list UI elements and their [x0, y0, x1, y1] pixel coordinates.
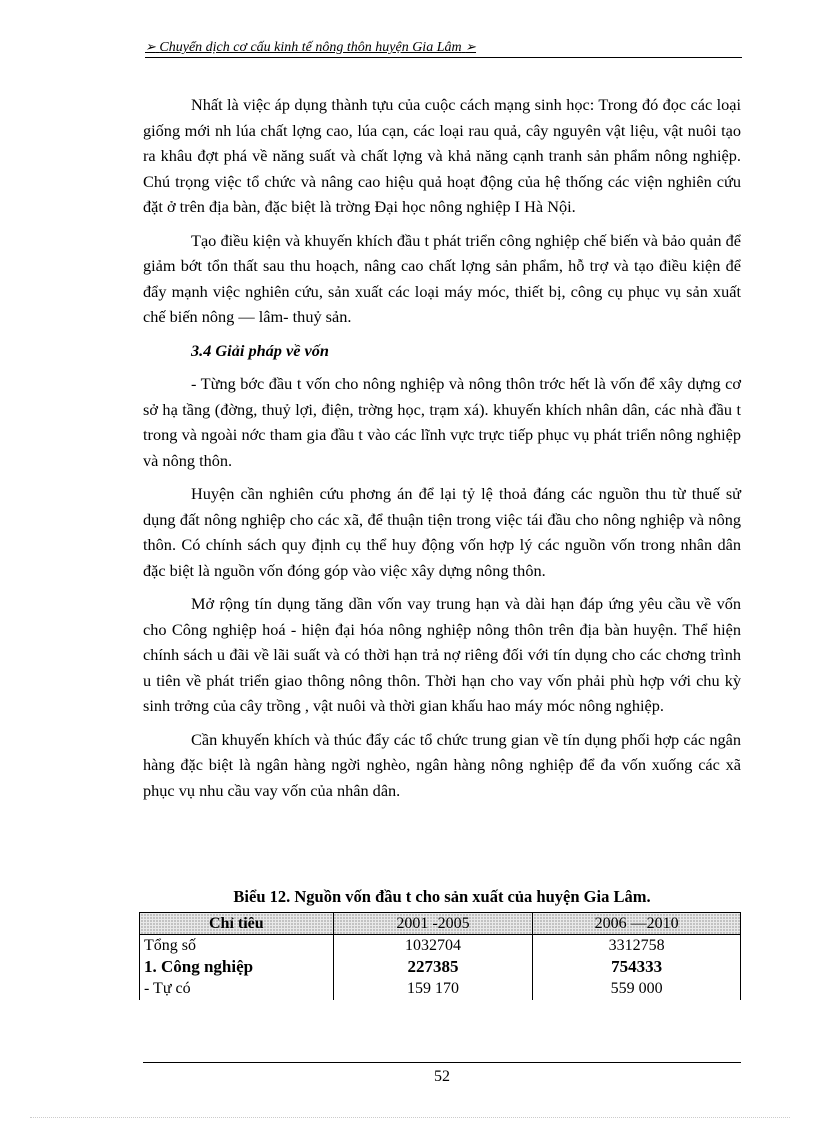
table-cell-value: 754333 — [533, 957, 741, 979]
table-header-cell: Chỉ tiêu — [140, 913, 334, 935]
table-cell-label: - Tự có — [140, 978, 334, 1000]
table-cell-label: Tổng số — [140, 935, 334, 957]
table-header-row — [140, 913, 741, 935]
header-arrow-right-icon: ➢ — [465, 39, 477, 54]
page-number: 52 — [434, 1068, 450, 1085]
paragraph: Tạo điều kiện và khuyến khích đầu t phát triển công nghiệp chế biến và bảo quản để giảm bớt tổn thất sau thu hoạch, nâng cao chất lợng sản phẩm, hỗ trợ và tạo điều kiện để đẩy mạnh việc nghiên cứu, sản xuất các loại máy móc, thiết bị, công cụ phục vụ sản xuất chế biến nông — lâm- thuỷ sản. — [143, 230, 741, 326]
paragraph: Cần khuyến khích và thúc đẩy các tổ chức trung gian về tín dụng phối hợp các ngân hàng đặc biệt là ngân hàng ngời nghèo, ngân hàng nông nghiệp để đa vốn xuống các xã phục vụ nhu cầu vay vốn của nhân dân. — [143, 729, 741, 800]
paragraph: Huyện cần nghiên cứu phơng án để lại tỷ lệ thoả đáng các nguồn thu từ thuế sử dụng đất nông nghiệp cho các xã, để thuận tiện trong việc tái đầu cho nông nghiệp và nông thôn. Có chính sách quy định cụ thể huy động vốn hợp lý các nguồn vốn trong nhân dân đặc biệt là nguồn vốn đóng góp vào việc xây dựng nông thôn. — [143, 484, 741, 580]
footer-divider — [143, 1062, 741, 1063]
table-cell-value: 559 000 — [533, 978, 741, 1000]
header-title — [145, 40, 476, 55]
table-cell-value: 159 170 — [333, 978, 533, 1000]
page-edge-divider — [30, 1117, 790, 1118]
paragraph: Mở rộng tín dụng tăng dần vốn vay trung hạn và dài hạn đáp ứng yêu cầu về vốn cho Công nghiệp hoá - hiện đại hóa nông nghiệp nông thôn trên địa bàn huyện. Thể hiện chính sách u đãi về lãi suất và có thời hạn trả nợ riêng đối với tín dụng cho các chơng trình u tiên về phát triển giao thông nông thôn. Thời hạn cho vay vốn phải phù hợp với chu kỳ sinh trởng của cây trồng , vật nuôi và thời gian khấu hao máy móc nông nghiệp. — [143, 594, 741, 715]
table-header-cell: 2006 —2010 — [533, 913, 741, 935]
paragraph: Nhất là việc áp dụng thành tựu của cuộc cách mạng sinh học: Trong đó đọc các loại giống mới nh lúa chất lợng cao, lúa cạn, các loại rau quả, cây nguyên vật liệu, vật nuôi tạo ra khâu đợt phá về năng suất và chất lợng và khả năng cạnh tranh sản phẩm nông nghiệp. Chú trọng việc tổ chức và nâng cao hiệu quả hoạt động của hệ thống các viện nghiên cứu đặt ở trên địa bàn, đặc biệt là trờng Đại học nông nghiệp I Hà Nội. — [143, 95, 741, 216]
section-heading: 3.4 Giải pháp về vốn — [191, 340, 329, 360]
table-row — [140, 978, 741, 1000]
paragraph: - Từng bớc đầu t vốn cho nông nghiệp và nông thôn trớc hết là vốn để xây dựng cơ sở hạ tầng (đờng, thuỷ lợi, điện, trờng học, trạm xá). khuyến khích nhân dân, các nhà đầu t trong và ngoài nớc tham gia đầu t vào các lĩnh vực trực tiếp phục vụ phát triển nông nghiệp và nông thôn. — [143, 374, 741, 470]
header-title-text: Chuyển dịch cơ cấu kinh tế nông thôn huyện Gia Lâm — [159, 40, 462, 55]
table-row — [140, 957, 741, 979]
investment-table — [139, 912, 741, 1000]
header-arrow-left-icon: ➢ — [145, 39, 156, 54]
table-row — [140, 935, 741, 957]
page-body — [143, 92, 741, 811]
table-cell-value: 1032704 — [333, 935, 533, 957]
table-cell-value: 227385 — [333, 957, 533, 979]
table-cell-label: 1. Công nghiệp — [140, 957, 334, 979]
table-header-cell: 2001 -2005 — [333, 913, 533, 935]
table-cell-value: 3312758 — [533, 935, 741, 957]
table-caption: Biểu 12. Nguồn vốn đầu t cho sản xuất của huyện Gia Lâm. — [233, 887, 651, 906]
running-header — [145, 38, 742, 58]
